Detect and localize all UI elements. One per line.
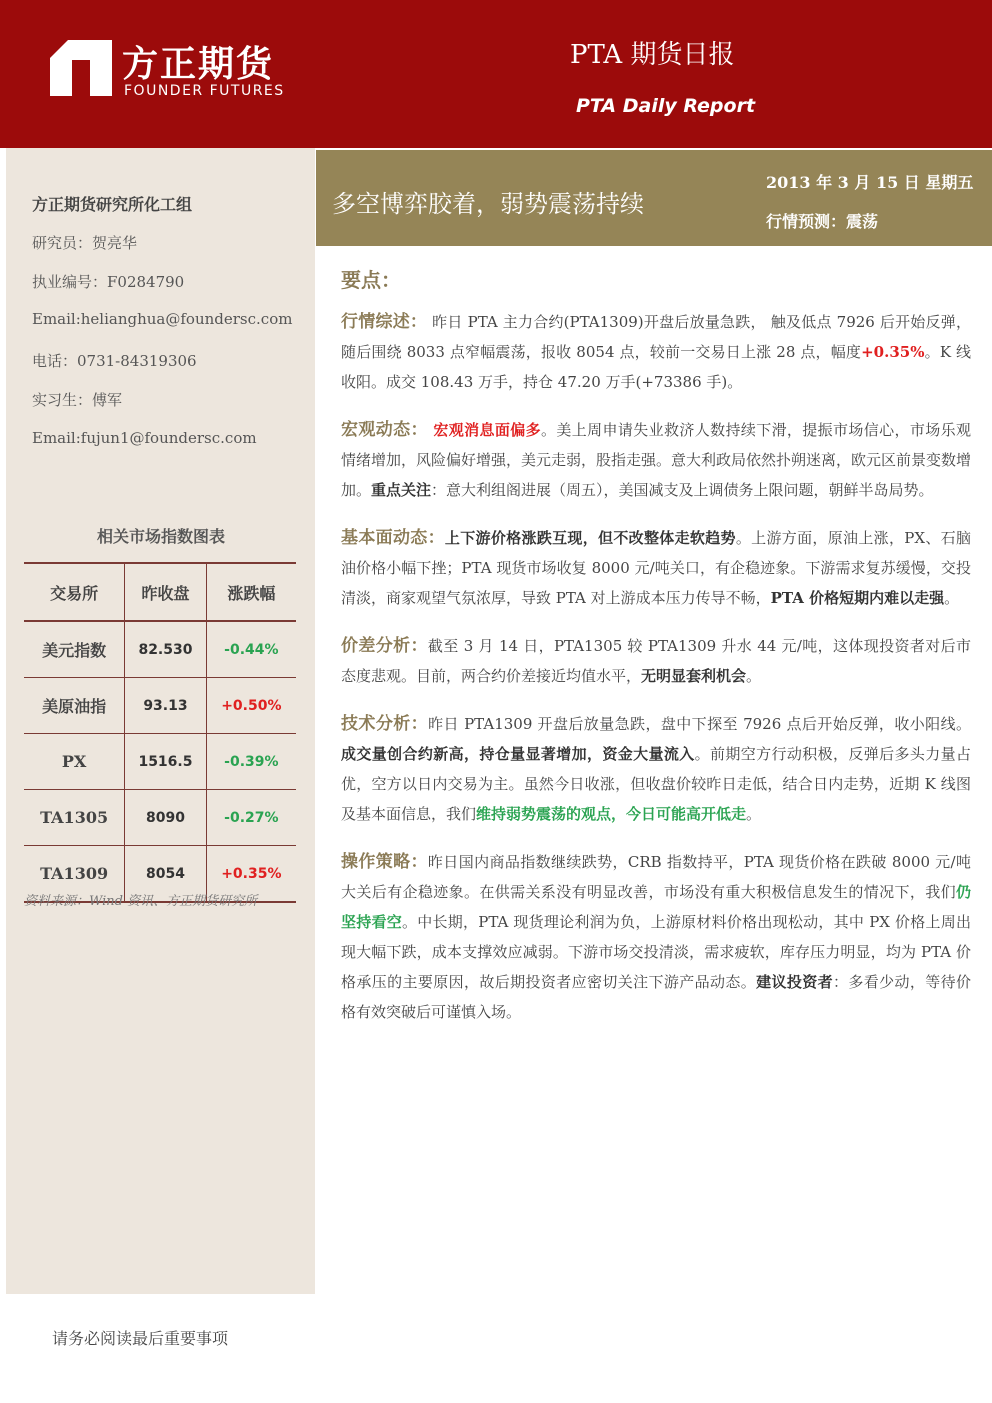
researcher-name: 研究员：贺亮华 bbox=[32, 234, 138, 252]
headline: 多空博弈胶着，弱势震荡持续 bbox=[332, 190, 644, 218]
section-text: 。上游方面，原油上涨，PX、石脑油价格小幅下挫；PTA 现货市场收复 8000 元/吨关口，有企稳迹象。下游需求复苏缓慢，交投清淡，商家观望气氛浓厚，导致 PTA 对上游成本压力传导不畅， bbox=[341, 529, 971, 607]
table-row bbox=[24, 734, 296, 790]
table-row bbox=[24, 790, 296, 846]
logo-text-cn: 方正期货 bbox=[122, 44, 275, 85]
logo-text-en: FOUNDER FUTURES bbox=[124, 83, 285, 99]
market-forecast: 行情预测：震荡 bbox=[766, 212, 879, 231]
row-close: 93.13 bbox=[125, 678, 207, 734]
section-text: ：意大利组阁进展（周五），美国减支及上调债务上限问题，朝鲜半岛局势。 bbox=[431, 481, 934, 499]
report-title: PTA 期货日报 bbox=[570, 40, 735, 70]
section-text: ：多看少动，等待价格有效突破后可谨慎入场。 bbox=[341, 973, 971, 1021]
section-text: 。 bbox=[944, 589, 960, 607]
row-change: -0.44% bbox=[206, 621, 296, 678]
highlight-red: 宏观消息面偏多 bbox=[427, 421, 542, 439]
section-text: 。 bbox=[746, 805, 762, 823]
column-header-close: 昨收盘 bbox=[125, 563, 207, 621]
row-close: 8090 bbox=[125, 790, 207, 846]
table-title: 相关市场指数图表 bbox=[96, 527, 225, 546]
row-name: PX bbox=[24, 734, 125, 790]
highlight-bold: 重点关注 bbox=[371, 481, 432, 499]
highlight-bold: 上下游价格涨跌互现，但不改整体走软趋势 bbox=[444, 529, 736, 547]
section-label: 宏观动态： bbox=[341, 420, 428, 440]
report-date: 2013 年 3 月 15 日 星期五 bbox=[766, 173, 974, 192]
founder-logo-icon bbox=[50, 40, 112, 96]
table-row bbox=[24, 621, 296, 678]
key-points-heading: 要点： bbox=[341, 268, 401, 292]
highlight-green: 仍坚持看空 bbox=[341, 883, 971, 931]
section-text: 昨日 PTA 主力合约(PTA1309)开盘后放量急跌， 触及低点 7926 后开始反弹，随后围绕 8033 点窄幅震荡，报收 8054 点，较前一交易日上涨 28 点，幅度 bbox=[341, 313, 972, 361]
row-change: -0.39% bbox=[206, 734, 296, 790]
row-change: +0.50% bbox=[206, 678, 296, 734]
section-text: 。美上周申请失业救济人数持续下滑，提振市场信心，市场乐观情绪增加，风险偏好增强，美元走弱，股指走强。意大利政局依然扑朔迷离，欧元区前景变数增加。 bbox=[341, 421, 972, 499]
highlight-red: +0.35% bbox=[861, 343, 925, 361]
row-close: 1516.5 bbox=[125, 734, 207, 790]
column-header-exchange: 交易所 bbox=[24, 563, 125, 621]
section-text: 。中长期，PTA 现货理论利润为负，上游原材料价格出现松动，其中 PX 价格上周出现大幅下跌，成本支撑效应减弱。下游市场交投清淡，需求疲软，库存压力明显，均为 PTA 价格承压的主要原因，故后期投资者应密切关注下游产品动态。 bbox=[341, 913, 971, 991]
row-close: 8054 bbox=[125, 846, 207, 903]
section-text: 。前期空方行动积极，反弹后多头力量占优，空方以日内交易为主。虽然今日收涨，但收盘价较昨日走低，结合日内走势，近期 K 线图及基本面信息，我们 bbox=[341, 745, 971, 823]
section-text: 。K 线收阳。成交 108.43 万手，持仓 47.20 万手(+73386 手)。 bbox=[341, 343, 971, 391]
market-index-table bbox=[24, 562, 296, 903]
section-label: 技术分析： bbox=[341, 714, 429, 734]
report-body bbox=[341, 264, 971, 1045]
row-name: 美原油指 bbox=[24, 678, 125, 734]
row-change: +0.35% bbox=[206, 846, 296, 903]
row-close: 82.530 bbox=[125, 621, 207, 678]
section-label: 行情综述： bbox=[341, 312, 428, 332]
row-change: -0.27% bbox=[206, 790, 296, 846]
highlight-green: 维持弱势震荡的观点，今日可能高开低走 bbox=[476, 805, 747, 823]
highlight-bold: 建议投资者 bbox=[756, 973, 833, 991]
section-macro bbox=[341, 415, 971, 505]
research-group: 方正期货研究所化工组 bbox=[32, 195, 193, 214]
researcher-email[interactable]: Email:helianghua@foundersc.com bbox=[32, 310, 293, 328]
report-subtitle: PTA Daily Report bbox=[576, 95, 756, 117]
disclaimer-note: 请务必阅读最后重要事项 bbox=[52, 1329, 229, 1348]
phone-number: 电话：0731-84319306 bbox=[32, 352, 197, 370]
intern-name: 实习生：傅军 bbox=[32, 391, 123, 409]
section-market-summary bbox=[341, 307, 971, 397]
headline-banner bbox=[316, 150, 992, 246]
section-label: 操作策略： bbox=[341, 852, 428, 872]
column-header-change: 涨跌幅 bbox=[206, 563, 296, 621]
section-text: 昨日国内商品指数继续跌势，CRB 指数持平，PTA 现货价格在跌破 8000 元/吨大关后有企稳迹象。在供需关系没有明显改善，市场没有重大积极信息发生的情况下，我们 bbox=[341, 853, 971, 901]
highlight-bold: 无明显套利机会 bbox=[641, 667, 747, 685]
row-name: 美元指数 bbox=[24, 621, 125, 678]
highlight-bold: 成交量创合约新高，持仓量显著增加，资金大量流入 bbox=[341, 745, 695, 763]
section-spread bbox=[341, 631, 971, 691]
row-name: TA1309 bbox=[24, 846, 125, 903]
report-header bbox=[0, 0, 992, 148]
license-number: 执业编号：F0284790 bbox=[32, 273, 185, 291]
section-label: 基本面动态： bbox=[341, 528, 445, 548]
highlight-bold: PTA 价格短期内难以走强 bbox=[770, 589, 945, 607]
table-row bbox=[24, 678, 296, 734]
section-label: 价差分析： bbox=[341, 636, 428, 656]
section-text: 昨日 PTA1309 开盘后放量急跌，盘中下探至 7926 点后开始反弹，收小阳线。 bbox=[428, 715, 971, 733]
table-header-row bbox=[24, 563, 296, 621]
intern-email[interactable]: Email:fujun1@foundersc.com bbox=[32, 429, 257, 447]
row-name: TA1305 bbox=[24, 790, 125, 846]
section-technical bbox=[341, 709, 971, 829]
section-text: 。 bbox=[746, 667, 762, 685]
section-fundamentals bbox=[341, 523, 971, 613]
section-strategy bbox=[341, 847, 971, 1027]
section-text: 截至 3 月 14 日，PTA1305 较 PTA1309 升水 44 元/吨，这体现投资者对后市态度悲观。目前，两合约价差接近均值水平， bbox=[341, 637, 971, 685]
data-source-note: 资料来源：Wind 资讯、方正期货研究所 bbox=[24, 894, 258, 909]
